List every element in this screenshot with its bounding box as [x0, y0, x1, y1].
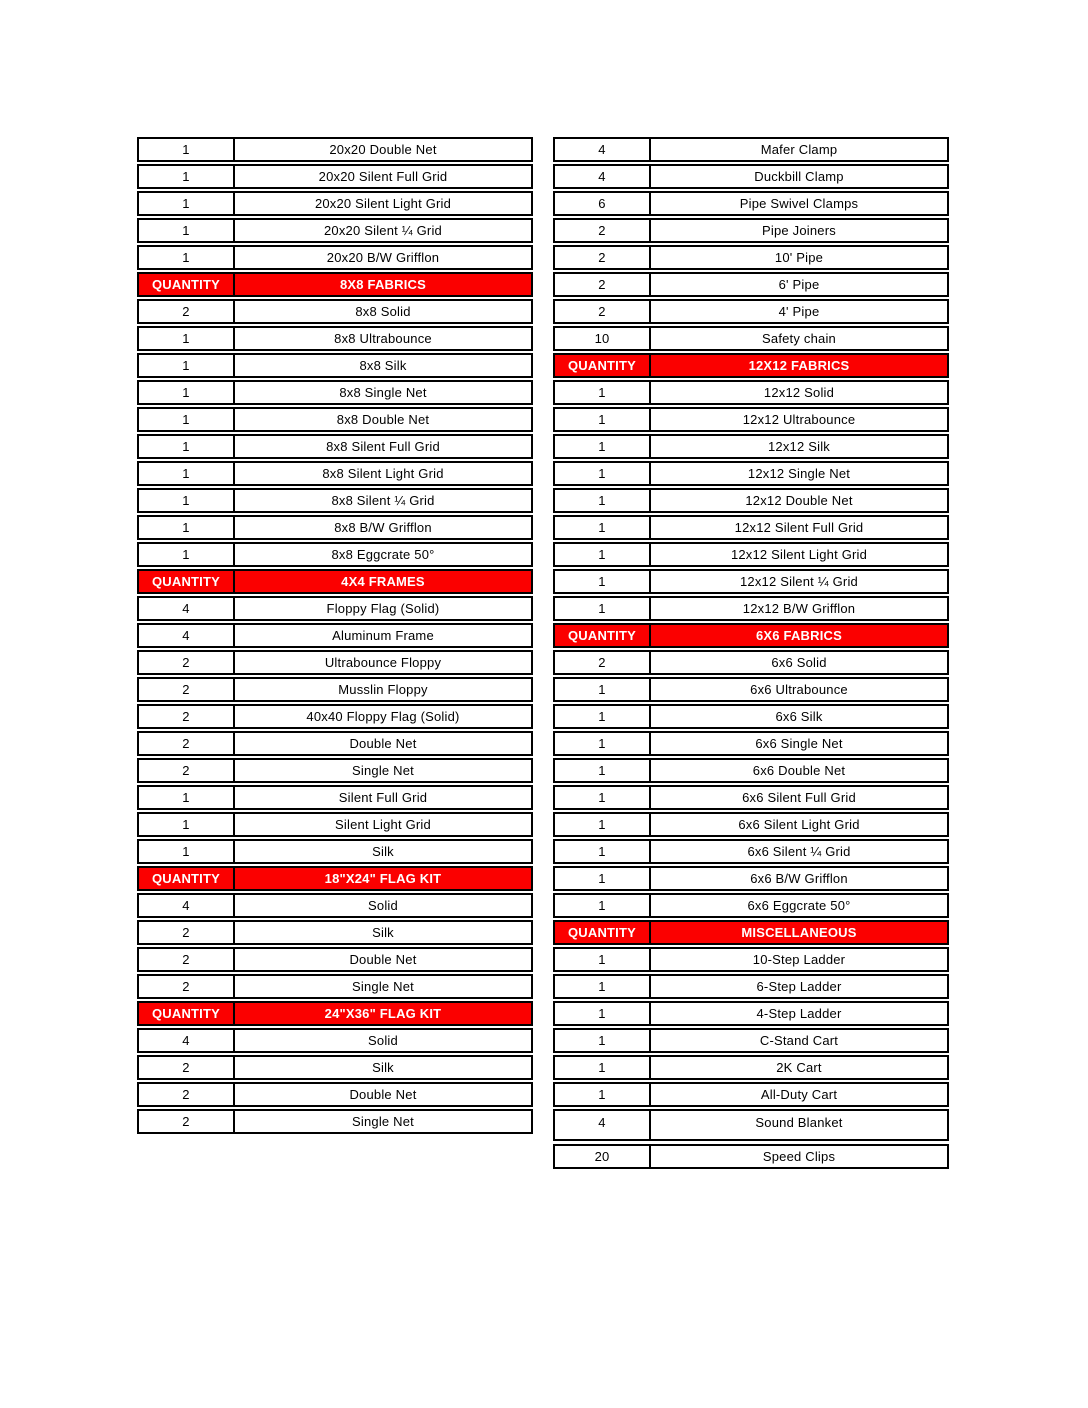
item-name-cell: 6x6 Solid: [771, 655, 827, 670]
item-name-cell: Single Net: [352, 979, 414, 994]
quantity-cell: 10: [555, 328, 651, 349]
quantity-cell: 4: [555, 1111, 651, 1139]
item-name-cell: Solid: [368, 898, 398, 913]
table-row: [137, 623, 533, 648]
item-name-cell: 6x6 Silk: [775, 709, 823, 724]
table-row: [553, 1109, 949, 1141]
item-name-cell: 10' Pipe: [774, 250, 824, 265]
item-name-cell: 12x12 Ultrabounce: [742, 412, 856, 427]
table-row: [137, 704, 533, 729]
item-name-cell: 8x8 Ultrabounce: [334, 331, 432, 346]
quantity-cell: 1: [139, 463, 235, 484]
item-name-cell: 8x8 Silent ¼ Grid: [331, 493, 435, 508]
quantity-cell: 4: [555, 139, 651, 160]
quantity-cell: 4: [139, 625, 235, 646]
item-name-cell: 6x6 Silent Light Grid: [738, 817, 860, 832]
table-row: [553, 488, 949, 513]
quantity-cell: 1: [139, 382, 235, 403]
table-row: [137, 596, 533, 621]
item-name-cell: 12x12 Single Net: [747, 466, 851, 481]
table-row: [553, 380, 949, 405]
quantity-cell: 4: [139, 1030, 235, 1051]
item-name-cell: All-Duty Cart: [760, 1087, 838, 1102]
quantity-cell: 1: [555, 1084, 651, 1105]
quantity-header-cell: QUANTITY: [139, 274, 235, 295]
table-row: [137, 947, 533, 972]
quantity-cell: 1: [139, 355, 235, 376]
table-row: [137, 893, 533, 918]
quantity-header-cell: QUANTITY: [555, 922, 651, 943]
quantity-cell: 1: [555, 868, 651, 889]
table-row: [553, 191, 949, 216]
inventory-table-left-column: [137, 137, 533, 1136]
table-row: [137, 218, 533, 243]
table-row: [137, 245, 533, 270]
item-name-cell: Silk: [372, 1060, 394, 1075]
table-row: [553, 758, 949, 783]
item-name-cell: 10-Step Ladder: [752, 952, 846, 967]
quantity-cell: 1: [555, 1057, 651, 1078]
quantity-cell: 2: [139, 1057, 235, 1078]
quantity-cell: 1: [139, 787, 235, 808]
quantity-cell: 2: [555, 220, 651, 241]
quantity-cell: 4: [139, 598, 235, 619]
table-row: [553, 164, 949, 189]
item-name-cell: C-Stand Cart: [759, 1033, 839, 1048]
quantity-cell: 2: [139, 976, 235, 997]
item-name-cell: Solid: [368, 1033, 398, 1048]
quantity-cell: 1: [555, 760, 651, 781]
quantity-cell: 1: [555, 490, 651, 511]
table-row: [553, 704, 949, 729]
item-name-cell: Double Net: [349, 736, 417, 751]
item-name-cell: 8x8 Double Net: [336, 412, 430, 427]
item-name-cell: 12x12 Silent Full Grid: [734, 520, 864, 535]
table-row: [553, 812, 949, 837]
quantity-cell: 1: [139, 139, 235, 160]
item-name-cell: Silk: [372, 925, 394, 940]
item-name-cell: 6x6 B/W Grifflon: [750, 871, 848, 886]
table-row: [137, 785, 533, 810]
item-name-cell: 8x8 B/W Grifflon: [334, 520, 432, 535]
quantity-cell: 1: [139, 814, 235, 835]
table-row: [137, 650, 533, 675]
quantity-cell: 1: [555, 1030, 651, 1051]
quantity-header-cell: QUANTITY: [139, 1003, 235, 1024]
quantity-cell: 1: [139, 436, 235, 457]
item-name-cell: 8x8 Silk: [359, 358, 407, 373]
table-row: [553, 596, 949, 621]
quantity-cell: 1: [139, 247, 235, 268]
table-row: [553, 731, 949, 756]
table-row: [137, 488, 533, 513]
quantity-cell: 2: [139, 733, 235, 754]
item-name-cell: 20x20 Silent Light Grid: [314, 196, 452, 211]
item-name-cell: Pipe Joiners: [762, 223, 836, 238]
quantity-cell: 1: [555, 1003, 651, 1024]
quantity-cell: 1: [555, 679, 651, 700]
quantity-cell: 20: [555, 1146, 651, 1167]
table-row: [137, 677, 533, 702]
table-row: [553, 1001, 949, 1026]
section-title-cell: 8X8 FABRICS: [339, 277, 426, 292]
section-title-cell: MISCELLANEOUS: [741, 925, 857, 940]
table-row: [137, 164, 533, 189]
table-row: [553, 785, 949, 810]
item-name-cell: 8x8 Silent Full Grid: [326, 439, 440, 454]
quantity-cell: 1: [139, 166, 235, 187]
quantity-cell: 1: [139, 490, 235, 511]
item-name-cell: Sound Blanket: [755, 1115, 843, 1130]
table-row: [137, 974, 533, 999]
item-name-cell: Floppy Flag (Solid): [326, 601, 440, 616]
table-row: [137, 812, 533, 837]
quantity-cell: 1: [555, 949, 651, 970]
table-row: [553, 947, 949, 972]
section-title-cell: 24"X36" FLAG KIT: [324, 1006, 442, 1021]
quantity-cell: 2: [139, 1084, 235, 1105]
quantity-header-cell: QUANTITY: [139, 571, 235, 592]
section-title-cell: 4X4 FRAMES: [341, 574, 425, 589]
table-row: [553, 893, 949, 918]
table-row: [137, 920, 533, 945]
table-row: [137, 380, 533, 405]
quantity-cell: 1: [555, 976, 651, 997]
item-name-cell: 12x12 Silent ¼ Grid: [740, 574, 858, 589]
quantity-header-cell: QUANTITY: [555, 625, 651, 646]
section-header-row: [553, 920, 949, 945]
quantity-cell: 1: [555, 814, 651, 835]
table-row: [553, 245, 949, 270]
table-row: [137, 326, 533, 351]
table-row: [137, 542, 533, 567]
section-header-row: [553, 623, 949, 648]
quantity-cell: 2: [139, 949, 235, 970]
quantity-cell: 1: [139, 517, 235, 538]
quantity-cell: 6: [555, 193, 651, 214]
item-name-cell: Speed Clips: [762, 1149, 836, 1164]
item-name-cell: 12x12 Silent Light Grid: [730, 547, 868, 562]
quantity-cell: 2: [139, 652, 235, 673]
section-header-row: [553, 353, 949, 378]
item-name-cell: 40x40 Floppy Flag (Solid): [306, 709, 460, 724]
table-row: [553, 542, 949, 567]
item-name-cell: 6x6 Eggcrate 50°: [747, 898, 851, 913]
table-row: [137, 1055, 533, 1080]
table-row: [553, 218, 949, 243]
quantity-cell: 2: [139, 679, 235, 700]
table-row: [553, 1055, 949, 1080]
table-row: [553, 1082, 949, 1107]
section-title-cell: 18"X24" FLAG KIT: [324, 871, 442, 886]
quantity-cell: 4: [555, 166, 651, 187]
item-name-cell: 4' Pipe: [778, 304, 820, 319]
item-name-cell: Duckbill Clamp: [754, 169, 844, 184]
item-name-cell: 20x20 Silent Full Grid: [318, 169, 448, 184]
item-name-cell: 6-Step Ladder: [756, 979, 842, 994]
quantity-cell: 1: [555, 463, 651, 484]
table-row: [137, 299, 533, 324]
quantity-cell: 2: [555, 247, 651, 268]
item-name-cell: 8x8 Single Net: [339, 385, 427, 400]
section-header-row: [137, 866, 533, 891]
quantity-cell: 1: [555, 382, 651, 403]
item-name-cell: Silent Full Grid: [338, 790, 428, 805]
item-name-cell: 8x8 Silent Light Grid: [322, 466, 444, 481]
item-name-cell: Pipe Swivel Clamps: [739, 196, 859, 211]
quantity-cell: 1: [139, 544, 235, 565]
table-row: [553, 1028, 949, 1053]
item-name-cell: 6x6 Double Net: [752, 763, 846, 778]
table-row: [553, 515, 949, 540]
table-row: [137, 839, 533, 864]
quantity-cell: 1: [555, 598, 651, 619]
table-row: [137, 1082, 533, 1107]
quantity-cell: 2: [555, 274, 651, 295]
item-name-cell: Single Net: [352, 1114, 414, 1129]
table-row: [553, 650, 949, 675]
section-header-row: [137, 569, 533, 594]
quantity-cell: 2: [555, 652, 651, 673]
table-row: [553, 326, 949, 351]
item-name-cell: 6' Pipe: [778, 277, 820, 292]
quantity-cell: 1: [555, 517, 651, 538]
table-row: [553, 839, 949, 864]
table-row: [553, 461, 949, 486]
item-name-cell: 12x12 Silk: [768, 439, 830, 454]
section-header-row: [137, 272, 533, 297]
table-row: [137, 137, 533, 162]
quantity-cell: 1: [555, 841, 651, 862]
quantity-cell: 2: [139, 760, 235, 781]
quantity-cell: 1: [139, 328, 235, 349]
quantity-cell: 4: [139, 895, 235, 916]
quantity-cell: 2: [139, 1111, 235, 1132]
quantity-cell: 1: [139, 220, 235, 241]
item-name-cell: 4-Step Ladder: [756, 1006, 842, 1021]
quantity-cell: 1: [555, 544, 651, 565]
item-name-cell: 6x6 Single Net: [755, 736, 843, 751]
quantity-cell: 2: [555, 301, 651, 322]
item-name-cell: Double Net: [349, 1087, 417, 1102]
quantity-header-cell: QUANTITY: [555, 355, 651, 376]
table-row: [137, 515, 533, 540]
quantity-cell: 1: [555, 787, 651, 808]
quantity-cell: 2: [139, 706, 235, 727]
table-row: [553, 299, 949, 324]
table-row: [553, 677, 949, 702]
table-row: [137, 758, 533, 783]
table-row: [553, 569, 949, 594]
item-name-cell: 8x8 Eggcrate 50°: [331, 547, 435, 562]
section-title-cell: 6X6 FABRICS: [755, 628, 842, 643]
table-row: [553, 434, 949, 459]
table-row: [553, 137, 949, 162]
table-row: [137, 407, 533, 432]
item-name-cell: 12x12 Solid: [763, 385, 835, 400]
item-name-cell: 6x6 Ultrabounce: [750, 682, 848, 697]
table-row: [137, 731, 533, 756]
quantity-cell: 1: [555, 571, 651, 592]
quantity-cell: 1: [555, 895, 651, 916]
table-row: [553, 866, 949, 891]
item-name-cell: Mafer Clamp: [760, 142, 838, 157]
section-title-cell: 12X12 FABRICS: [748, 358, 850, 373]
item-name-cell: Single Net: [352, 763, 414, 778]
item-name-cell: Silent Light Grid: [335, 817, 431, 832]
quantity-cell: 1: [555, 436, 651, 457]
table-row: [553, 1144, 949, 1169]
item-name-cell: Silk: [372, 844, 394, 859]
quantity-cell: 1: [555, 409, 651, 430]
quantity-cell: 1: [139, 409, 235, 430]
table-row: [553, 974, 949, 999]
quantity-cell: 1: [555, 706, 651, 727]
table-row: [553, 407, 949, 432]
item-name-cell: 12x12 B/W Grifflon: [742, 601, 856, 616]
item-name-cell: 20x20 B/W Grifflon: [326, 250, 440, 265]
item-name-cell: 8x8 Solid: [355, 304, 411, 319]
item-name-cell: 6x6 Silent Full Grid: [742, 790, 856, 805]
item-name-cell: Safety chain: [762, 331, 836, 346]
item-name-cell: 20x20 Double Net: [329, 142, 437, 157]
inventory-table-right-column: [553, 137, 949, 1171]
quantity-cell: 2: [139, 922, 235, 943]
item-name-cell: 6x6 Silent ¼ Grid: [747, 844, 851, 859]
table-row: [137, 1109, 533, 1134]
item-name-cell: Ultrabounce Floppy: [324, 655, 442, 670]
table-row: [137, 461, 533, 486]
item-name-cell: Musslin Floppy: [338, 682, 428, 697]
table-row: [137, 353, 533, 378]
section-header-row: [137, 1001, 533, 1026]
item-name-cell: Double Net: [349, 952, 417, 967]
table-row: [137, 434, 533, 459]
item-name-cell: 2K Cart: [776, 1060, 822, 1075]
table-row: [137, 1028, 533, 1053]
table-row: [137, 191, 533, 216]
item-name-cell: Aluminum Frame: [332, 628, 434, 643]
quantity-cell: 1: [139, 841, 235, 862]
item-name-cell: 20x20 Silent ¼ Grid: [324, 223, 442, 238]
quantity-cell: 2: [139, 301, 235, 322]
quantity-cell: 1: [555, 733, 651, 754]
quantity-header-cell: QUANTITY: [139, 868, 235, 889]
item-name-cell: 12x12 Double Net: [745, 493, 853, 508]
quantity-cell: 1: [139, 193, 235, 214]
table-row: [553, 272, 949, 297]
